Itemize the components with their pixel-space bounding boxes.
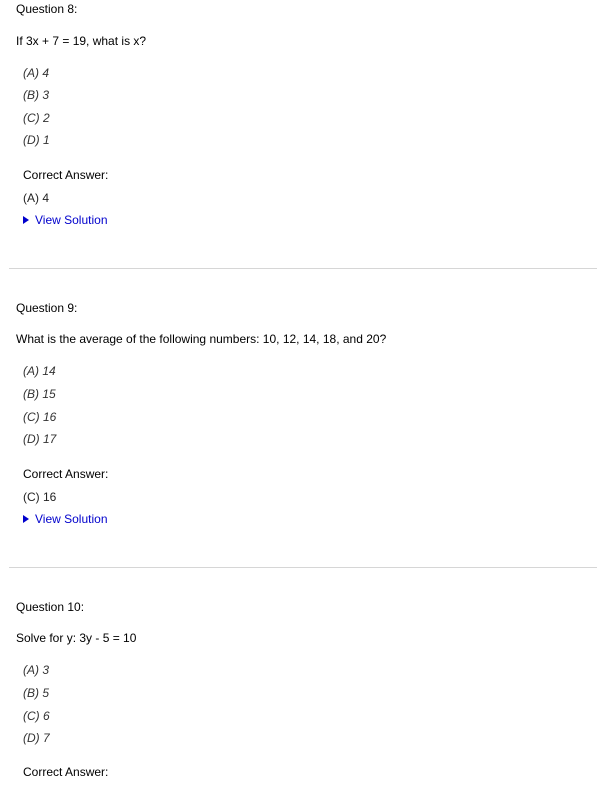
question-10-option-d: (D) 7 xyxy=(23,731,50,745)
question-9-option-a: (A) 14 xyxy=(23,364,56,378)
view-solution-label: View Solution xyxy=(35,213,108,227)
question-8-title: Question 8: xyxy=(16,2,78,16)
triangle-right-icon xyxy=(23,515,29,523)
divider xyxy=(9,567,597,568)
view-solution-label: View Solution xyxy=(35,512,108,526)
question-10-option-c: (C) 6 xyxy=(23,709,50,723)
question-8-text: If 3x + 7 = 19, what is x? xyxy=(16,34,147,48)
question-9-option-c: (C) 16 xyxy=(23,410,57,424)
question-9-correct-label: Correct Answer: xyxy=(23,467,109,481)
question-8-option-b: (B) 3 xyxy=(23,88,50,102)
question-8-correct-value: (A) 4 xyxy=(23,191,50,205)
question-9-correct-value: (C) 16 xyxy=(23,490,57,504)
question-9-option-d: (D) 17 xyxy=(23,432,57,446)
question-9-view-solution-link[interactable] xyxy=(23,512,108,526)
question-9-option-b: (B) 15 xyxy=(23,387,56,401)
question-10-text: Solve for y: 3y - 5 = 10 xyxy=(16,631,137,645)
question-10-option-b: (B) 5 xyxy=(23,686,50,700)
question-10-correct-label: Correct Answer: xyxy=(23,765,109,779)
question-10-option-a: (A) 3 xyxy=(23,663,50,677)
question-8-correct-label: Correct Answer: xyxy=(23,168,109,182)
question-9-text: What is the average of the following numbers: 10, 12, 14, 18, and 20? xyxy=(16,332,387,346)
divider xyxy=(9,268,597,269)
question-9-title: Question 9: xyxy=(16,301,78,315)
question-8-option-d: (D) 1 xyxy=(23,133,50,147)
question-10-title: Question 10: xyxy=(16,600,85,614)
triangle-right-icon xyxy=(23,216,29,224)
question-8-view-solution-link[interactable] xyxy=(23,213,108,227)
question-8-option-c: (C) 2 xyxy=(23,111,50,125)
question-8-option-a: (A) 4 xyxy=(23,66,50,80)
